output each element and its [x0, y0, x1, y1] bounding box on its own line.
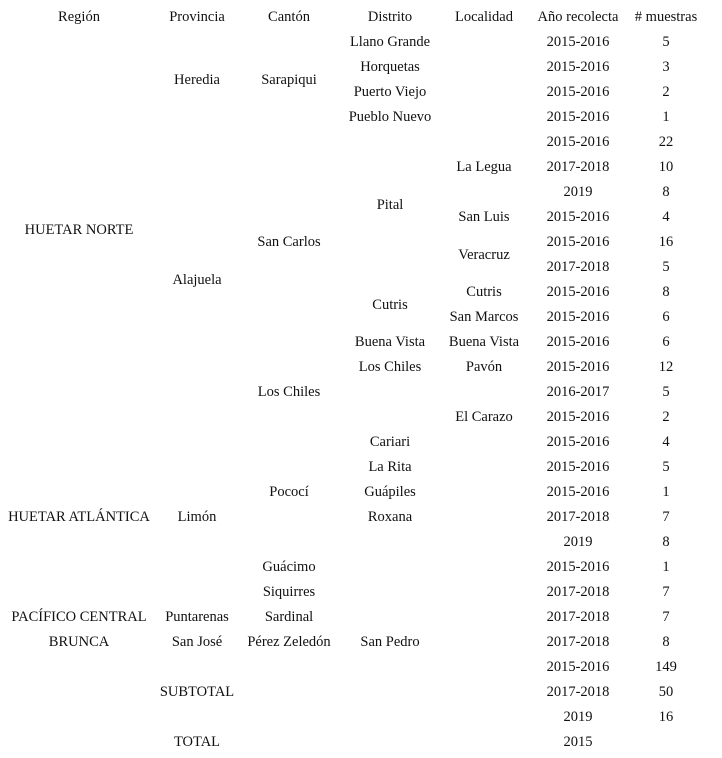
column-header: Región — [58, 8, 100, 25]
muestras-cell: 5 — [662, 383, 670, 400]
provincia-cell: Puntarenas — [165, 608, 229, 625]
anio-cell: 2015-2016 — [546, 358, 610, 375]
muestras-cell: 2 — [662, 408, 670, 425]
anio-cell: 2015-2016 — [546, 58, 610, 75]
anio-cell: 2017-2018 — [546, 633, 610, 650]
anio-cell: 2015-2016 — [546, 133, 610, 150]
muestras-cell: 5 — [662, 458, 670, 475]
muestras-cell: 8 — [662, 533, 670, 550]
anio-cell: 2015-2016 — [546, 233, 610, 250]
anio-cell: 2019 — [563, 533, 593, 550]
muestras-cell: 8 — [662, 633, 670, 650]
distrito-cell: Roxana — [367, 508, 413, 525]
anio-cell: 2015 — [563, 733, 593, 750]
anio-cell: 2019 — [563, 708, 593, 725]
region-cell: BRUNCA — [48, 633, 110, 650]
muestras-cell: 6 — [662, 308, 670, 325]
muestras-cell: 1 — [662, 558, 670, 575]
column-header: # muestras — [634, 8, 698, 25]
muestras-cell: 50 — [658, 683, 674, 700]
distrito-cell: Pueblo Nuevo — [348, 108, 432, 125]
distrito-cell: Llano Grande — [349, 33, 431, 50]
anio-cell: 2017-2018 — [546, 158, 610, 175]
anio-cell: 2015-2016 — [546, 283, 610, 300]
canton-cell: Sarapiqui — [261, 71, 317, 88]
column-header: Año recolecta — [537, 8, 619, 25]
canton-cell: Sardinal — [264, 608, 314, 625]
anio-cell: 2015-2016 — [546, 208, 610, 225]
anio-cell: 2017-2018 — [546, 608, 610, 625]
provincia-cell: San José — [171, 633, 223, 650]
muestras-cell: 16 — [658, 233, 674, 250]
muestras-cell: 5 — [662, 258, 670, 275]
muestras-cell: 1 — [662, 483, 670, 500]
canton-cell: Siquirres — [262, 583, 316, 600]
canton-cell: San Carlos — [257, 233, 321, 250]
anio-cell: 2015-2016 — [546, 558, 610, 575]
anio-cell: 2017-2018 — [546, 583, 610, 600]
muestras-cell: 7 — [662, 583, 670, 600]
provincia-cell: TOTAL — [173, 733, 221, 750]
distrito-cell: La Rita — [368, 458, 412, 475]
distrito-cell: Cutris — [372, 296, 408, 313]
muestras-cell: 7 — [662, 608, 670, 625]
region-cell: PACÍFICO CENTRAL — [11, 608, 147, 625]
muestras-cell: 5 — [662, 33, 670, 50]
muestras-cell: 7 — [662, 508, 670, 525]
anio-cell: 2015-2016 — [546, 458, 610, 475]
distrito-cell: Guápiles — [364, 483, 416, 500]
muestras-cell: 149 — [655, 658, 677, 675]
provincia-cell: SUBTOTAL — [159, 683, 235, 700]
region-cell: HUETAR ATLÁNTICA — [8, 508, 150, 525]
anio-cell: 2015-2016 — [546, 658, 610, 675]
muestras-cell: 1 — [662, 108, 670, 125]
canton-cell: Pérez Zeledón — [247, 633, 331, 650]
column-header: Distrito — [367, 8, 413, 25]
anio-cell: 2015-2016 — [546, 308, 610, 325]
distrito-cell: Cariari — [369, 433, 411, 450]
muestras-cell: 3 — [662, 58, 670, 75]
column-header: Cantón — [268, 8, 310, 25]
anio-cell: 2015-2016 — [546, 83, 610, 100]
anio-cell: 2017-2018 — [546, 258, 610, 275]
anio-cell: 2015-2016 — [546, 108, 610, 125]
canton-cell: Los Chiles — [257, 383, 321, 400]
localidad-cell: San Marcos — [449, 308, 519, 325]
anio-cell: 2017-2018 — [546, 683, 610, 700]
muestras-cell: 10 — [658, 158, 674, 175]
anio-cell: 2015-2016 — [546, 483, 610, 500]
distrito-cell: Los Chiles — [358, 358, 422, 375]
muestras-cell: 8 — [662, 283, 670, 300]
localidad-cell: Buena Vista — [448, 333, 520, 350]
anio-cell: 2015-2016 — [546, 333, 610, 350]
anio-cell: 2017-2018 — [546, 508, 610, 525]
anio-cell: 2019 — [563, 183, 593, 200]
muestras-cell: 6 — [662, 333, 670, 350]
canton-cell: Guácimo — [262, 558, 316, 575]
anio-cell: 2015-2016 — [546, 408, 610, 425]
canton-cell: Pococí — [269, 483, 309, 500]
distrito-cell: Pital — [376, 196, 404, 213]
distrito-cell: Horquetas — [360, 58, 420, 75]
region-cell: HUETAR NORTE — [24, 221, 134, 238]
distrito-cell: Buena Vista — [354, 333, 426, 350]
localidad-cell: Cutris — [466, 283, 502, 300]
localidad-cell: El Carazo — [455, 408, 513, 425]
column-header: Localidad — [455, 8, 513, 25]
localidad-cell: San Luis — [458, 208, 510, 225]
muestras-cell: 2 — [662, 83, 670, 100]
muestras-cell: 22 — [658, 133, 674, 150]
provincia-cell: Heredia — [174, 71, 220, 88]
anio-cell: 2016-2017 — [546, 383, 610, 400]
muestras-cell: 8 — [662, 183, 670, 200]
localidad-cell: Veracruz — [458, 246, 510, 263]
provincia-cell: Limón — [177, 508, 217, 525]
anio-cell: 2015-2016 — [546, 33, 610, 50]
muestras-cell: 4 — [662, 433, 670, 450]
anio-cell: 2015-2016 — [546, 433, 610, 450]
distrito-cell: Puerto Viejo — [353, 83, 427, 100]
muestras-cell: 4 — [662, 208, 670, 225]
localidad-cell: Pavón — [465, 358, 503, 375]
muestras-cell: 12 — [658, 358, 674, 375]
localidad-cell: La Legua — [456, 158, 512, 175]
column-header: Provincia — [169, 8, 225, 25]
muestras-cell: 16 — [658, 708, 674, 725]
distrito-cell: San Pedro — [360, 633, 420, 650]
provincia-cell: Alajuela — [172, 271, 222, 288]
